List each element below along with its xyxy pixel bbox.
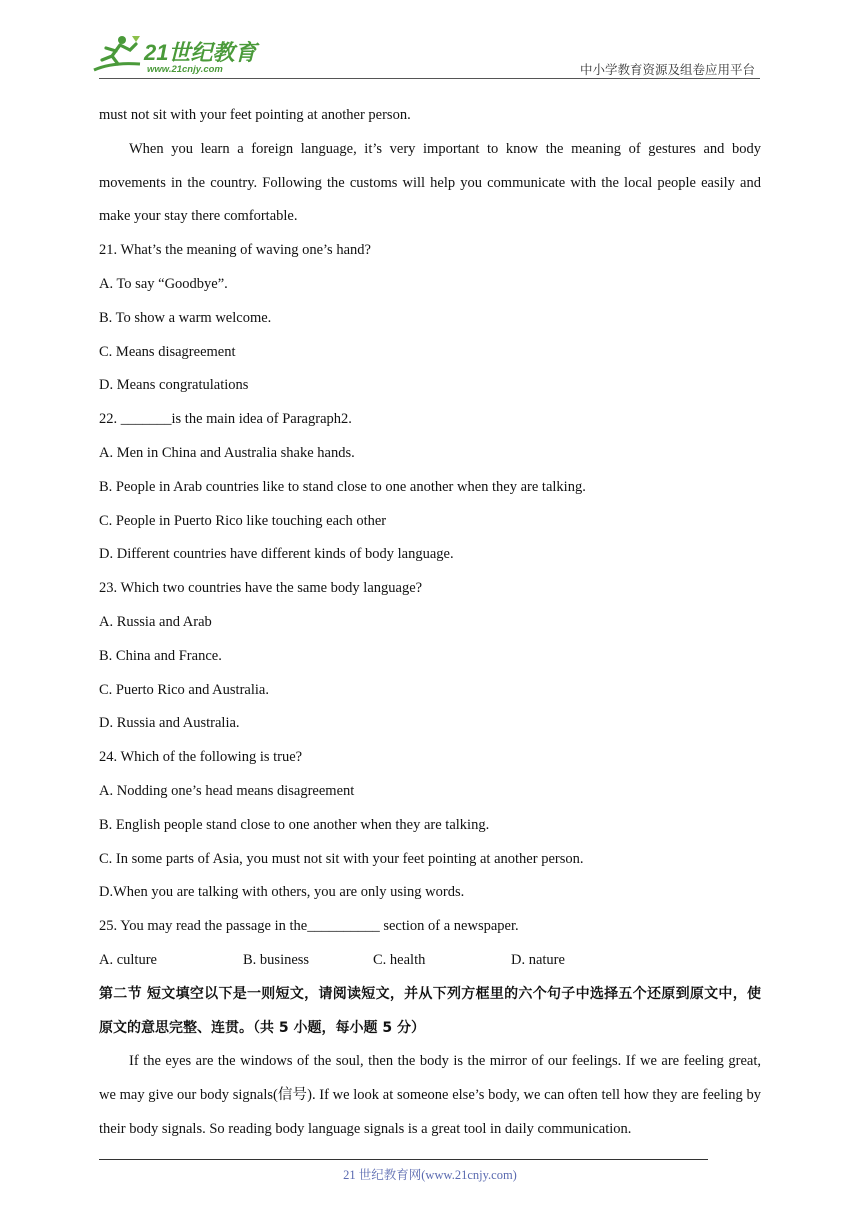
footer-divider [99, 1159, 708, 1160]
option: B. To show a warm welcome. [99, 309, 272, 326]
option: C. In some parts of Asia, you must not sit with your feet pointing at another person. [99, 850, 584, 867]
option: D. Different countries have different kinds of body language. [99, 546, 454, 563]
option: A. Nodding one’s head means disagreement [99, 782, 355, 799]
header-tagline: 中小学教育资源及组卷应用平台 [579, 62, 755, 77]
option: C. Puerto Rico and Australia. [99, 681, 269, 698]
section-heading: 第二节 短文填空以下是一则短文，请阅读短文，并从下列方框里的六个句子中选择五个还原到原文中，使原文的意思完整、连贯。（共 5 小题，每小题 5 分） [99, 985, 761, 1036]
question-stem: 23. Which two countries have the same body language? [99, 580, 423, 597]
option: C. Means disagreement [99, 343, 236, 360]
document-body [99, 99, 761, 1147]
question-stem: 24. Which of the following is true? [99, 749, 303, 766]
site-logo [92, 34, 262, 78]
option: D. Means congratulations [99, 377, 249, 394]
option: A. Men in China and Australia shake hands. [99, 444, 355, 461]
option: B. People in Arab countries like to stand close to one another when they are talking. [99, 478, 586, 495]
option-row [99, 944, 761, 978]
header-divider [99, 78, 760, 79]
option: B. English people stand close to one another when they are talking. [99, 816, 490, 833]
question-stem: 22. _______is the main idea of Paragraph2. [99, 411, 352, 428]
passage-end-line: must not sit with your feet pointing at another person. [99, 107, 411, 123]
option: D. nature [511, 951, 565, 968]
option: D. Russia and Australia. [99, 715, 240, 732]
option: B. China and France. [99, 647, 222, 664]
option: A. culture [99, 951, 157, 968]
option: C. People in Puerto Rico like touching each other [99, 512, 387, 529]
question-stem: 25. You may read the passage in the__________ section of a newspaper. [99, 918, 519, 935]
question-stem: 21. What’s the meaning of waving one’s hand? [99, 242, 371, 259]
section2-paragraph: If the eyes are the windows of the soul, then the body is the mirror of our feelings. If we are feeling great, we may give our body signals(信号). If we look at someone else’s body, we can often tell how they are feeling by their body signals. So reading body language signals is a great tool in daily communication. [99, 1053, 761, 1137]
option: C. health [373, 951, 426, 968]
runner-icon [92, 34, 144, 74]
logo-url: www.21cnjy.com [147, 64, 223, 75]
option: A. To say “Goodbye”. [99, 275, 228, 292]
passage-final-paragraph: When you learn a foreign language, it’s very important to know the meaning of gestures and body movements in the country. Following the customs will help you communicate with the local people easily and make your stay there comfortable. [99, 140, 761, 225]
option: B. business [243, 951, 310, 968]
page-header [0, 0, 860, 84]
logo-text: 21世纪教育 [144, 40, 257, 65]
option: A. Russia and Arab [99, 613, 212, 630]
page-footer: 21 世纪教育网(www.21cnjy.com) [343, 1168, 517, 1182]
option: D.When you are talking with others, you are only using words. [99, 884, 465, 901]
